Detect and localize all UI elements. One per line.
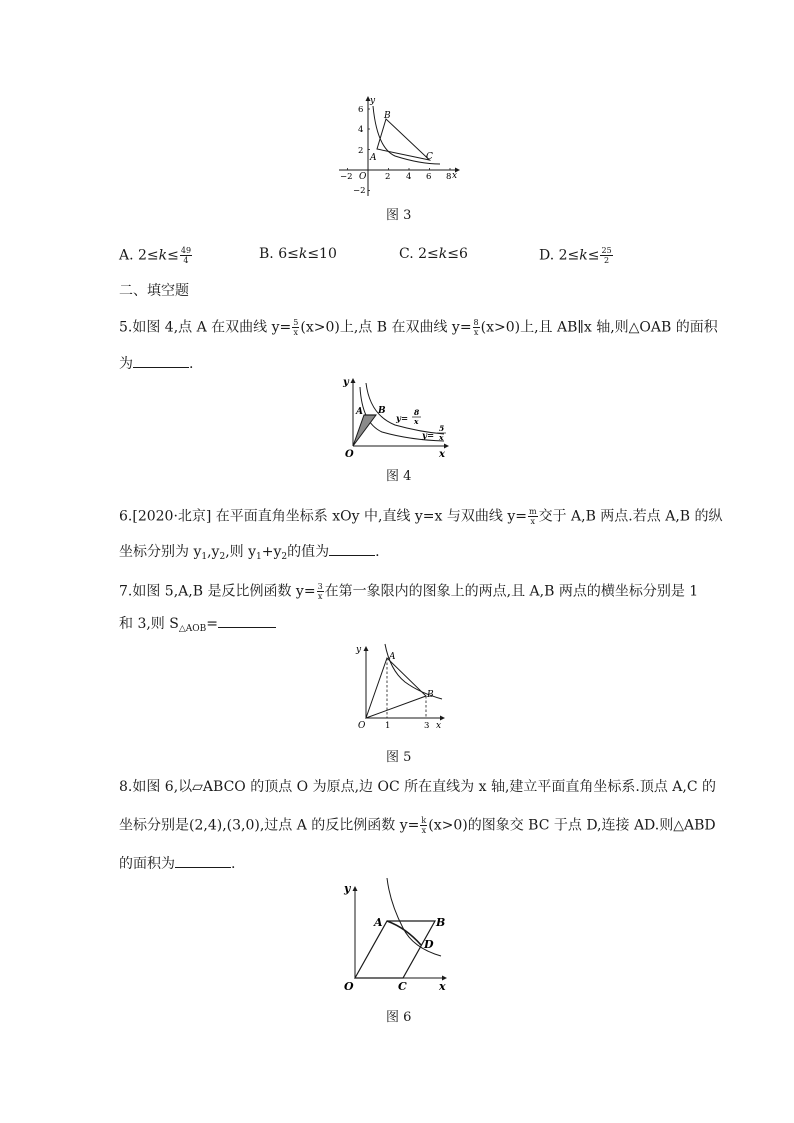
- fig3-point-c-label: C: [426, 152, 433, 162]
- svg-text:A: A: [389, 652, 396, 662]
- svg-text:A: A: [374, 916, 383, 929]
- fig3-caption: 图 3: [386, 208, 412, 223]
- q7-line2: 和 3,则 $S_{\triangle AOB}=$: [119, 615, 276, 634]
- svg-text:x: x: [436, 721, 442, 731]
- fig3-point-a-label: A: [370, 153, 377, 163]
- svg-text:B: B: [378, 406, 386, 416]
- q4-option-c[interactable]: C. 2≤k≤6: [399, 246, 468, 262]
- fig3-xtick-6: 6: [426, 172, 432, 182]
- fig3-x-label: x: [452, 171, 458, 181]
- fig3-xtick-4: 4: [406, 172, 412, 182]
- q5-line2: 为 .: [119, 356, 194, 372]
- q5-fraction-8-x: $\frac{8}{x}$: [473, 318, 479, 337]
- q6-line1: 6.[2020·北京] 在平面直角坐标系 xOy 中,直线 y=x 与双曲线 y= $\frac{m}{x}$ 交于 A,B 两点.若点 A,B 的纵: [119, 507, 723, 526]
- q5-fraction-5-x: $\frac{5}{x}$: [293, 318, 299, 337]
- fig3-triangle-abc: [377, 119, 430, 160]
- svg-text:C: C: [398, 980, 407, 993]
- svg-text:O: O: [344, 980, 354, 993]
- fig3-ytick-2: 2: [358, 146, 364, 156]
- q4-option-d[interactable]: D. 2≤k≤ $\frac{25}{2}$: [539, 246, 612, 265]
- figure-5: [350, 640, 450, 734]
- fig6-parallelogram-abco: [355, 921, 435, 978]
- q7-line1: 7.如图 5,A,B 是反比例函数 y= $\frac{3}{x}$ 在第一象限内的图象上的两点,且 A,B 两点的横坐标分别是 1: [119, 582, 699, 601]
- fig5-triangle-aob: [366, 658, 426, 718]
- fig3-xtick-neg2: −2: [340, 172, 353, 182]
- svg-text:y: y: [343, 377, 349, 388]
- fig3-ytick-4: 4: [358, 125, 364, 135]
- fig3-xtick-2: 2: [385, 172, 391, 182]
- figure-6: [338, 878, 456, 996]
- q4-d-fraction: $\frac{25}{2}$: [601, 246, 612, 265]
- svg-text:B: B: [436, 916, 446, 929]
- fig3-origin-label: O: [359, 172, 367, 182]
- q7-answer-blank[interactable]: [218, 615, 276, 628]
- figure-4: [340, 373, 452, 459]
- q4-a-fraction: $\frac{49}{4}$: [180, 246, 192, 265]
- q6-fraction-m-x: $\frac{m}{x}$: [528, 507, 537, 526]
- fig3-ytick-6: 6: [358, 105, 364, 115]
- svg-text:O: O: [358, 721, 366, 731]
- q4-option-a[interactable]: A. 2≤k≤ $\frac{49}{4}$: [119, 246, 192, 265]
- fig6-segment-ad: [387, 921, 421, 945]
- fig4-caption: 图 4: [386, 469, 412, 484]
- q5-answer-blank[interactable]: [133, 355, 189, 368]
- fig3-xtick-8: 8: [446, 172, 452, 182]
- figure-3: [335, 92, 465, 202]
- svg-text:x: x: [439, 980, 446, 993]
- q8-line2: 坐标分别是(2,4),(3,0),过点 A 的反比例函数 y= $\frac{k}{x}$ (x>0)的图象交 BC 于点 D,连接 AD.则△ABD: [119, 816, 716, 835]
- q8-line1: 8.如图 6,以▱ABCO 的顶点 O 为原点,边 OC 所在直线为 x 轴,建立平面直角坐标系.顶点 A,C 的: [119, 779, 717, 795]
- q7-fraction-3-x: $\frac{3}{x}$: [317, 582, 323, 601]
- svg-text:y=: y=: [396, 414, 409, 424]
- svg-text:x: x: [439, 433, 444, 442]
- q6-line2: 坐标分别为 $y_1,y_2$,则 $y_1+y_2$的值为 .: [119, 544, 380, 562]
- svg-text:y: y: [356, 645, 362, 655]
- svg-text:y: y: [344, 882, 351, 895]
- fig6-caption: 图 6: [386, 1010, 412, 1025]
- svg-text:A: A: [356, 407, 363, 417]
- svg-text:x: x: [414, 417, 419, 426]
- q8-line3: 的面积为 .: [119, 856, 236, 872]
- svg-text:3: 3: [424, 721, 430, 731]
- q8-answer-blank[interactable]: [175, 855, 231, 868]
- svg-text:1: 1: [385, 721, 391, 731]
- svg-text:y=: y=: [422, 431, 435, 441]
- svg-text:D: D: [424, 938, 434, 951]
- fig3-y-label: y: [370, 96, 376, 106]
- section-title: 二、填空题: [119, 283, 189, 299]
- svg-text:O: O: [345, 449, 354, 459]
- svg-text:B: B: [427, 690, 434, 700]
- q6-answer-blank[interactable]: [329, 543, 375, 556]
- svg-text:5: 5: [439, 424, 445, 433]
- svg-text:8: 8: [414, 408, 420, 417]
- fig3-ytick-neg2: −2: [353, 186, 366, 196]
- fig5-caption: 图 5: [386, 750, 412, 765]
- q4-option-b[interactable]: B. 6≤k≤10: [259, 246, 337, 262]
- q5-line1: 5.如图 4,点 A 在双曲线 y= $\frac{5}{x}$ (x>0)上,点 B 在双曲线 y= $\frac{8}{x}$ (x>0)上,且 AB∥x 轴,则△OAB 的面积: [119, 318, 718, 337]
- fig3-point-b-label: B: [384, 111, 391, 121]
- q8-fraction-k-x: $\frac{k}{x}$: [421, 816, 427, 835]
- svg-text:x: x: [439, 449, 445, 459]
- fig4-triangle-oab: [353, 415, 376, 446]
